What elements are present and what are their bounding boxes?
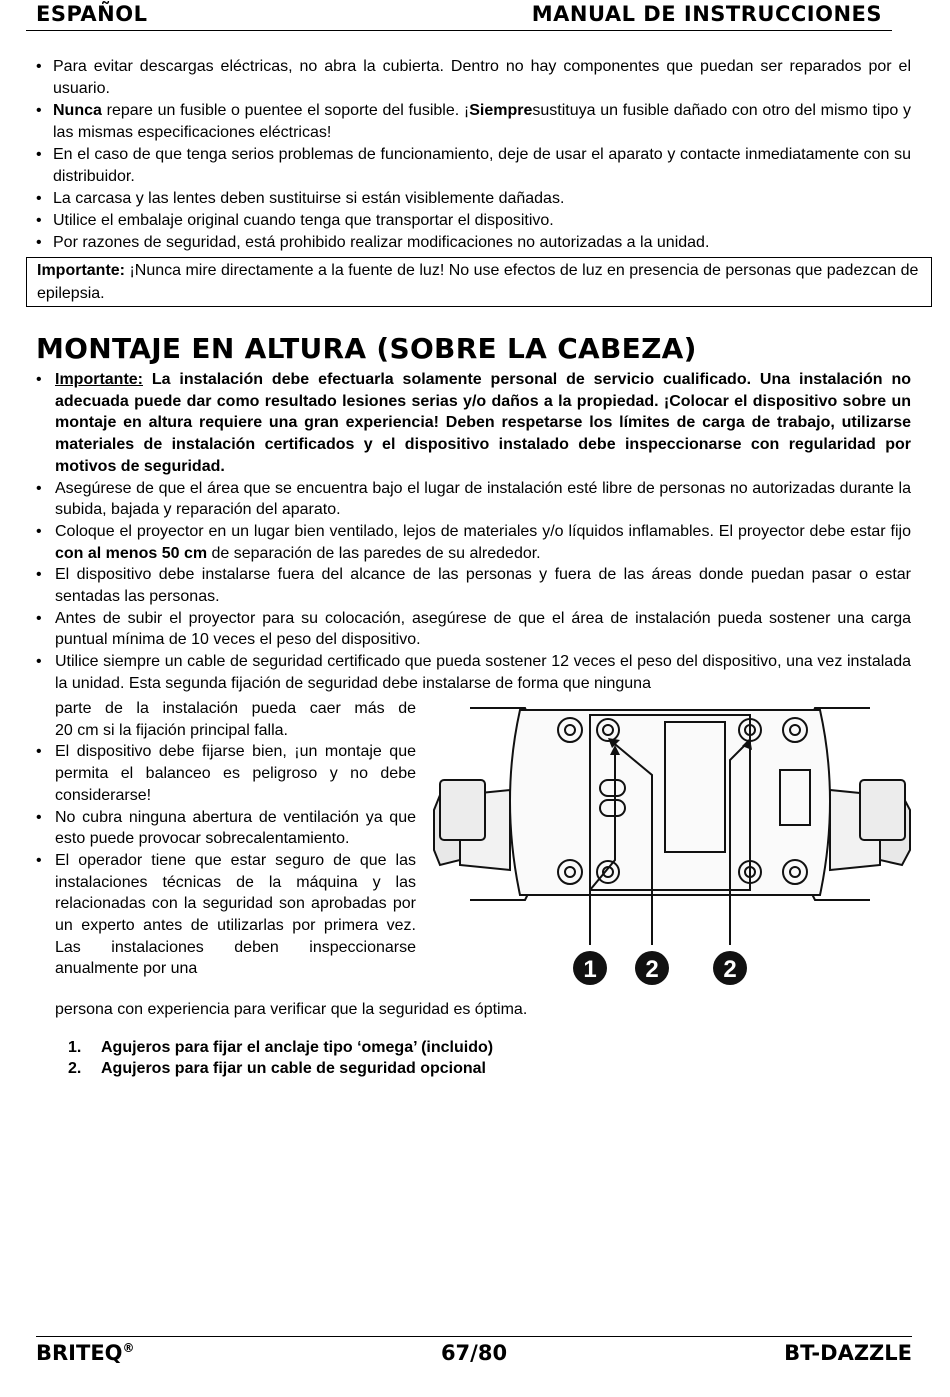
legend-number: 1. <box>68 1039 82 1056</box>
list-item-text: El dispositivo debe fijarse bien, ¡un montaje que permita el balanceo es peligroso y no debe considerarse! <box>55 743 416 804</box>
legend-item <box>68 1037 493 1058</box>
footer-page-number: 67/80 <box>440 1341 508 1365</box>
list-item <box>36 188 911 210</box>
callout-label: 1 <box>583 956 597 983</box>
list-item <box>36 608 911 651</box>
list-item-text: Por razones de seguridad, está prohibido realizar modificaciones no autorizadas a la unidad. <box>53 234 710 251</box>
list-item-text: No cubra ninguna abertura de ventilación ya que esto puede provocar sobrecalentamiento. <box>55 808 416 848</box>
emphasis-text: con al menos 50 cm <box>55 544 208 562</box>
safety-list <box>36 56 911 254</box>
list-item <box>36 232 911 254</box>
header-manual-title: MANUAL DE INSTRUCCIONES <box>531 2 882 26</box>
list-item <box>36 741 416 806</box>
warning-label: Importante: <box>37 262 125 279</box>
legend-text: Agujeros para fijar el anclaje tipo ‘omega’ (incluido) <box>101 1039 494 1056</box>
diagram-legend <box>68 1037 493 1079</box>
list-item <box>36 56 911 100</box>
installation-list-narrow <box>36 698 416 980</box>
legend-text: Agujeros para fijar un cable de seguridad opcional <box>101 1060 486 1077</box>
page-footer <box>36 1336 912 1371</box>
list-item-text: Utilice siempre un cable de seguridad certificado que pueda sostener 12 veces el peso del dispositivo, una vez instalada la unidad. Esta segunda fijación de seguridad debe instalarse de forma que ninguna <box>55 653 911 692</box>
header-language: ESPAÑOL <box>36 2 148 26</box>
list-item-text: La instalación debe efectuarla solamente personal de servicio cualificado. Una instalación no adecuada puede dar como resultado lesiones serias y/o daños a la propiedad. ¡Colocar el dispositivo sobre un montaje en altura requiere una gran experiencia! Deben respetarse los límites de carga de trabajo, utilizarse materiales de instalación certificados y el dispositivo instalado debe inspeccionarse con regularidad por motivos de seguridad. <box>55 371 911 475</box>
footer-model: BT-DAZZLE <box>784 1341 912 1365</box>
page-header <box>26 0 892 31</box>
list-item-text: El operador tiene que estar seguro de que las instalaciones técnicas de la máquina y las relacionadas con la seguridad son aprobadas por un experto antes de utilizarlas por primera vez. Las instalaciones deben inspeccionarse anualmente por una <box>55 851 416 978</box>
list-item <box>36 369 911 478</box>
list-item-text: El dispositivo debe instalarse fuera del alcance de las personas y fuera de las áreas donde puedan pasar o estar sentadas las personas. <box>55 566 911 606</box>
list-item <box>36 144 911 188</box>
list-item <box>36 210 911 232</box>
list-item <box>36 478 911 521</box>
warning-box <box>26 257 932 307</box>
legend-number: 2. <box>68 1060 82 1077</box>
registered-mark: ® <box>122 1341 135 1355</box>
warning-text: ¡Nunca mire directamente a la fuente de luz! No use efectos de luz en presencia de personas que padezcan de epilepsia. <box>37 262 919 302</box>
emphasis-label: Importante: <box>55 371 143 388</box>
list-item-continuation: parte de la instalación pueda caer más de <box>55 700 416 717</box>
legend-item <box>68 1058 493 1079</box>
brand-name: BRITEQ <box>36 1341 123 1365</box>
callout-label: 2 <box>723 956 737 983</box>
list-item-continuation: 20 cm si la fijación principal falla. <box>55 721 288 739</box>
installation-list-continued <box>36 741 416 980</box>
list-item-text: Antes de subir el proyector para su colocación, asegúrese de que el área de instalación pueda sostener una carga puntual mínima de 10 veces el peso del dispositivo. <box>55 609 911 649</box>
list-item <box>36 651 911 694</box>
list-item <box>36 564 911 607</box>
section-title: MONTAJE EN ALTURA (SOBRE LA CABEZA) <box>36 332 697 365</box>
list-item-continuation: persona con experiencia para verificar que la seguridad es óptima. <box>55 1001 528 1018</box>
list-item-text: sustituya un fusible dañado con otro del mismo tipo y las mismas especificaciones eléctricas! <box>53 102 911 141</box>
list-item-text: La carcasa y las lentes deben sustituirse si están visiblemente dañadas. <box>53 190 565 207</box>
emphasis-text: Siempre <box>469 102 533 119</box>
list-item-text: de separación de las paredes de su alrededor. <box>207 544 541 562</box>
list-item-text: Para evitar descargas eléctricas, no abra la cubierta. Dentro no hay componentes que puedan ser reparados por el usuario. <box>53 58 911 97</box>
list-item <box>36 850 416 980</box>
list-item-text: Utilice el embalaje original cuando tenga que transportar el dispositivo. <box>53 212 554 229</box>
callout-label: 2 <box>645 956 659 983</box>
emphasis-text: Nunca <box>53 102 102 119</box>
list-item-text: En el caso de que tenga serios problemas de funcionamiento, deje de usar el aparato y contacte inmediatamente con su distribuidor. <box>53 146 911 185</box>
list-item-text: repare un fusible o puentee el soporte del fusible. ¡ <box>101 102 470 119</box>
list-item <box>36 521 911 564</box>
list-item-text: Asegúrese de que el área que se encuentra bajo el lugar de instalación esté libre de personas no autorizadas durante la subida, bajada y reparación del aparato. <box>55 479 911 519</box>
list-item <box>36 100 911 144</box>
fixture-bottom-diagram <box>430 700 915 1000</box>
list-item-text: Coloque el proyector en un lugar bien ventilado, lejos de materiales y/o líquidos inflamables. El proyector debe estar fijo <box>55 522 911 540</box>
installation-list <box>36 369 911 695</box>
list-item <box>36 807 416 850</box>
